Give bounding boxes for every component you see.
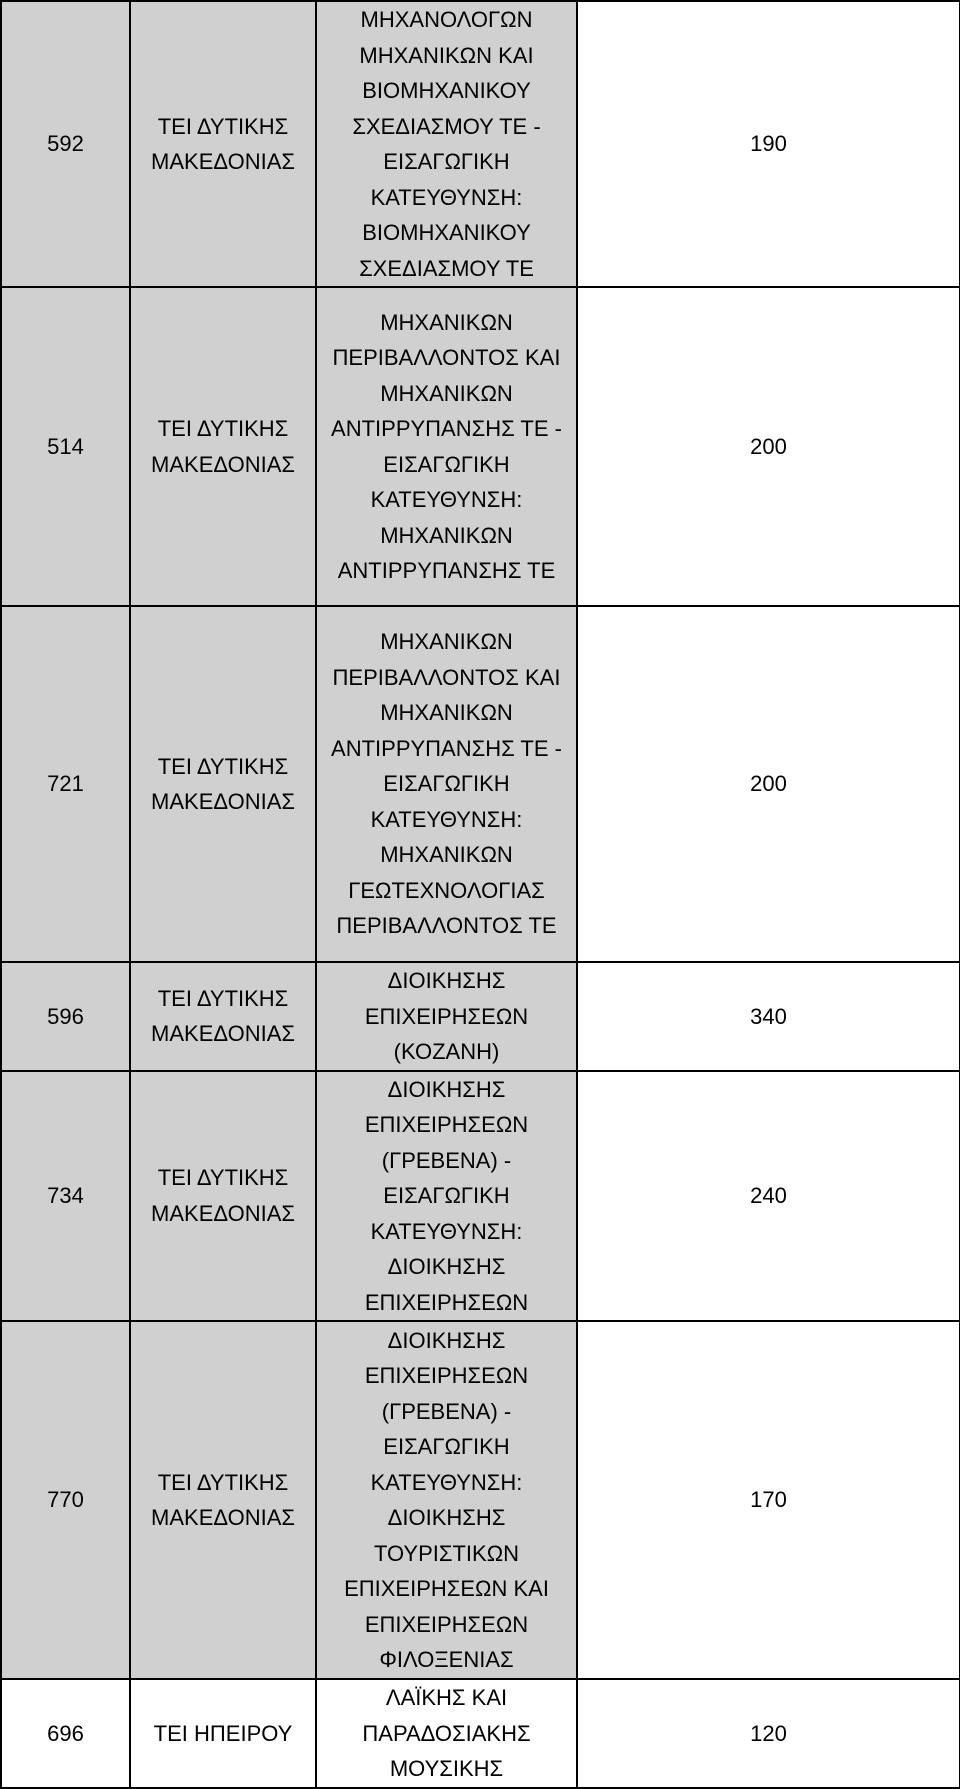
department-line: ΔΙΟΙΚΗΣΗΣ <box>387 1505 506 1530</box>
institution-line: ΜΑΚΕΔΟΝΙΑΣ <box>151 1200 295 1226</box>
department-line: ΕΙΣΑΓΩΓΙΚΗ <box>383 451 510 477</box>
department-line: ΕΙΣΑΓΩΓΙΚΗ <box>383 1183 510 1208</box>
department-line: ΔΙΟΙΚΗΣΗΣ <box>387 968 506 993</box>
institution-line: ΤΕΙ ΔΥΤΙΚΗΣ <box>157 113 289 139</box>
department-line: ΤΟΥΡΙΣΤΙΚΩΝ <box>373 1540 520 1566</box>
department-line: ΒΙΟΜΗΧΑΝΙΚΟΥ <box>362 78 531 103</box>
code-cell <box>1 606 130 962</box>
department-line: (ΚΟΖΑΝΗ) <box>393 1039 500 1064</box>
department-line: ΚΑΤΕΥΘΥΝΣΗ: <box>370 1469 523 1495</box>
department-cell <box>316 1321 577 1679</box>
department-line: ΔΙΟΙΚΗΣΗΣ <box>387 1327 506 1353</box>
institution-line: ΤΕΙ ΔΥΤΙΚΗΣ <box>157 1469 289 1495</box>
table-row <box>1 1679 960 1788</box>
institution-cell <box>130 606 316 962</box>
institution-cell <box>130 962 316 1071</box>
department-cell <box>316 1 577 287</box>
institution-line: ΤΕΙ ΔΥΤΙΚΗΣ <box>157 985 289 1011</box>
department-line: ΕΠΙΧΕΙΡΗΣΕΩΝ <box>364 1611 529 1637</box>
department-line: ΣΧΕΔΙΑΣΜΟΥ ΤΕ - <box>352 113 541 139</box>
positions-cell <box>577 606 960 962</box>
department-line: ΜΗΧΑΝΟΛΟΓΩΝ <box>360 7 533 32</box>
institution-line: ΤΕΙ ΔΥΤΙΚΗΣ <box>157 416 289 441</box>
department-line: ΕΠΙΧΕΙΡΗΣΕΩΝ <box>364 1289 529 1315</box>
department-line: ΕΙΣΑΓΩΓΙΚΗ <box>383 771 510 797</box>
department-line: ΚΑΤΕΥΘΥΝΣΗ: <box>370 184 523 210</box>
department-line: ΓΕΩΤΕΧΝΟΛΟΓΙΑΣ <box>348 877 545 903</box>
program-code: 596 <box>47 1003 84 1029</box>
institution-cell <box>130 1321 316 1679</box>
department-line: ΛΑΪΚΗΣ ΚΑΙ <box>385 1685 508 1710</box>
code-cell <box>1 1 130 287</box>
positions-count: 200 <box>750 433 787 459</box>
department-line: ΜΗΧΑΝΙΚΩΝ <box>380 629 513 655</box>
code-cell <box>1 1321 130 1679</box>
department-line: ΕΠΙΧΕΙΡΗΣΕΩΝ <box>364 1112 529 1137</box>
positions-count: 200 <box>750 771 787 797</box>
positions-cell <box>577 1321 960 1679</box>
program-code: 770 <box>47 1487 84 1513</box>
institution-line: ΜΑΚΕΔΟΝΙΑΣ <box>151 451 295 477</box>
department-line: ΣΧΕΔΙΑΣΜΟΥ ΤΕ <box>359 255 534 281</box>
positions-count: 120 <box>750 1720 787 1746</box>
table-row <box>1 1 960 287</box>
department-line: ΔΙΟΙΚΗΣΗΣ <box>387 1254 506 1279</box>
institution-line: ΜΑΚΕΔΟΝΙΑΣ <box>151 789 295 814</box>
institution-line: ΤΕΙ ΔΥΤΙΚΗΣ <box>157 1165 289 1191</box>
department-cell <box>316 1679 577 1788</box>
department-line: ΔΙΟΙΚΗΣΗΣ <box>387 1076 506 1102</box>
department-cell <box>316 287 577 606</box>
institution-line: ΜΑΚΕΔΟΝΙΑΣ <box>151 149 295 174</box>
department-line: ΑΝΤΙΡΡΥΠΑΝΣΗΣ ΤΕ - <box>331 416 562 441</box>
department-cell <box>316 962 577 1071</box>
code-cell <box>1 962 130 1071</box>
department-line: (ΓΡΕΒΕΝΑ) - <box>381 1147 512 1173</box>
positions-cell <box>577 1071 960 1322</box>
table-row <box>1 287 960 606</box>
program-code: 592 <box>47 131 84 157</box>
program-code: 721 <box>47 771 84 797</box>
department-line: ΕΠΙΧΕΙΡΗΣΕΩΝ <box>364 1363 529 1388</box>
program-code: 514 <box>47 433 84 459</box>
department-line: ΜΗΧΑΝΙΚΩΝ <box>380 309 513 335</box>
positions-cell <box>577 1 960 287</box>
institution-cell <box>130 287 316 606</box>
table-row <box>1 962 960 1071</box>
table-row <box>1 606 960 962</box>
department-line: ΜΗΧΑΝΙΚΩΝ <box>380 522 513 548</box>
department-line: ΚΑΤΕΥΘΥΝΣΗ: <box>370 487 523 512</box>
department-line: ΠΕΡΙΒΑΛΛΟΝΤΟΣ ΚΑΙ <box>332 345 561 370</box>
department-line: ΚΑΤΕΥΘΥΝΣΗ: <box>370 806 523 832</box>
positions-count: 240 <box>750 1183 787 1208</box>
department-line: ΑΝΤΙΡΡΥΠΑΝΣΗΣ ΤΕ - <box>331 735 562 761</box>
positions-count: 190 <box>750 131 787 157</box>
department-line: ΒΙΟΜΗΧΑΝΙΚΟΥ <box>362 220 531 245</box>
institution-cell <box>130 1071 316 1322</box>
program-code: 696 <box>47 1720 84 1746</box>
department-line: ΠΕΡΙΒΑΛΛΟΝΤΟΣ ΚΑΙ <box>332 664 561 690</box>
institution-line: ΜΑΚΕΔΟΝΙΑΣ <box>151 1021 295 1047</box>
department-line: ΠΑΡΑΔΟΣΙΑΚΗΣ <box>362 1720 531 1746</box>
department-line: ΕΙΣΑΓΩΓΙΚΗ <box>383 149 510 174</box>
department-line: ΕΙΣΑΓΩΓΙΚΗ <box>383 1434 510 1459</box>
department-line: ΜΗΧΑΝΙΚΩΝ <box>380 380 513 406</box>
code-cell <box>1 1679 130 1788</box>
table-body <box>1 1 960 1788</box>
positions-count: 170 <box>750 1487 787 1513</box>
table-row <box>1 1071 960 1322</box>
institution-line: ΤΕΙ ΗΠΕΙΡΟΥ <box>153 1720 293 1746</box>
department-line: ΜΗΧΑΝΙΚΩΝ ΚΑΙ <box>359 42 534 68</box>
institution-cell <box>130 1 316 287</box>
department-line: ΚΑΤΕΥΘΥΝΣΗ: <box>370 1218 523 1244</box>
department-line: ΦΙΛΟΞΕΝΙΑΣ <box>379 1647 514 1672</box>
department-cell <box>316 606 577 962</box>
program-code: 734 <box>47 1183 84 1208</box>
department-line: ΑΝΤΙΡΡΥΠΑΝΣΗΣ ΤΕ <box>337 558 556 583</box>
institution-line: ΤΕΙ ΔΥΤΙΚΗΣ <box>157 753 289 779</box>
department-line: ΜΗΧΑΝΙΚΩΝ <box>380 842 513 868</box>
positions-cell <box>577 287 960 606</box>
positions-cell <box>577 962 960 1071</box>
institution-cell <box>130 1679 316 1788</box>
institution-line: ΜΑΚΕΔΟΝΙΑΣ <box>151 1505 295 1530</box>
code-cell <box>1 1071 130 1322</box>
code-cell <box>1 287 130 606</box>
department-line: ΜΟΥΣΙΚΗΣ <box>389 1756 504 1781</box>
department-line: (ΓΡΕΒΕΝΑ) - <box>381 1398 512 1424</box>
department-line: ΕΠΙΧΕΙΡΗΣΕΩΝ <box>364 1003 529 1029</box>
department-line: ΜΗΧΑΝΙΚΩΝ <box>380 700 513 726</box>
positions-count: 340 <box>750 1003 787 1029</box>
positions-cell <box>577 1679 960 1788</box>
department-cell <box>316 1071 577 1322</box>
table-row <box>1 1321 960 1679</box>
department-line: ΕΠΙΧΕΙΡΗΣΕΩΝ ΚΑΙ <box>344 1576 549 1601</box>
department-line: ΠΕΡΙΒΑΛΛΟΝΤΟΣ ΤΕ <box>336 913 557 939</box>
